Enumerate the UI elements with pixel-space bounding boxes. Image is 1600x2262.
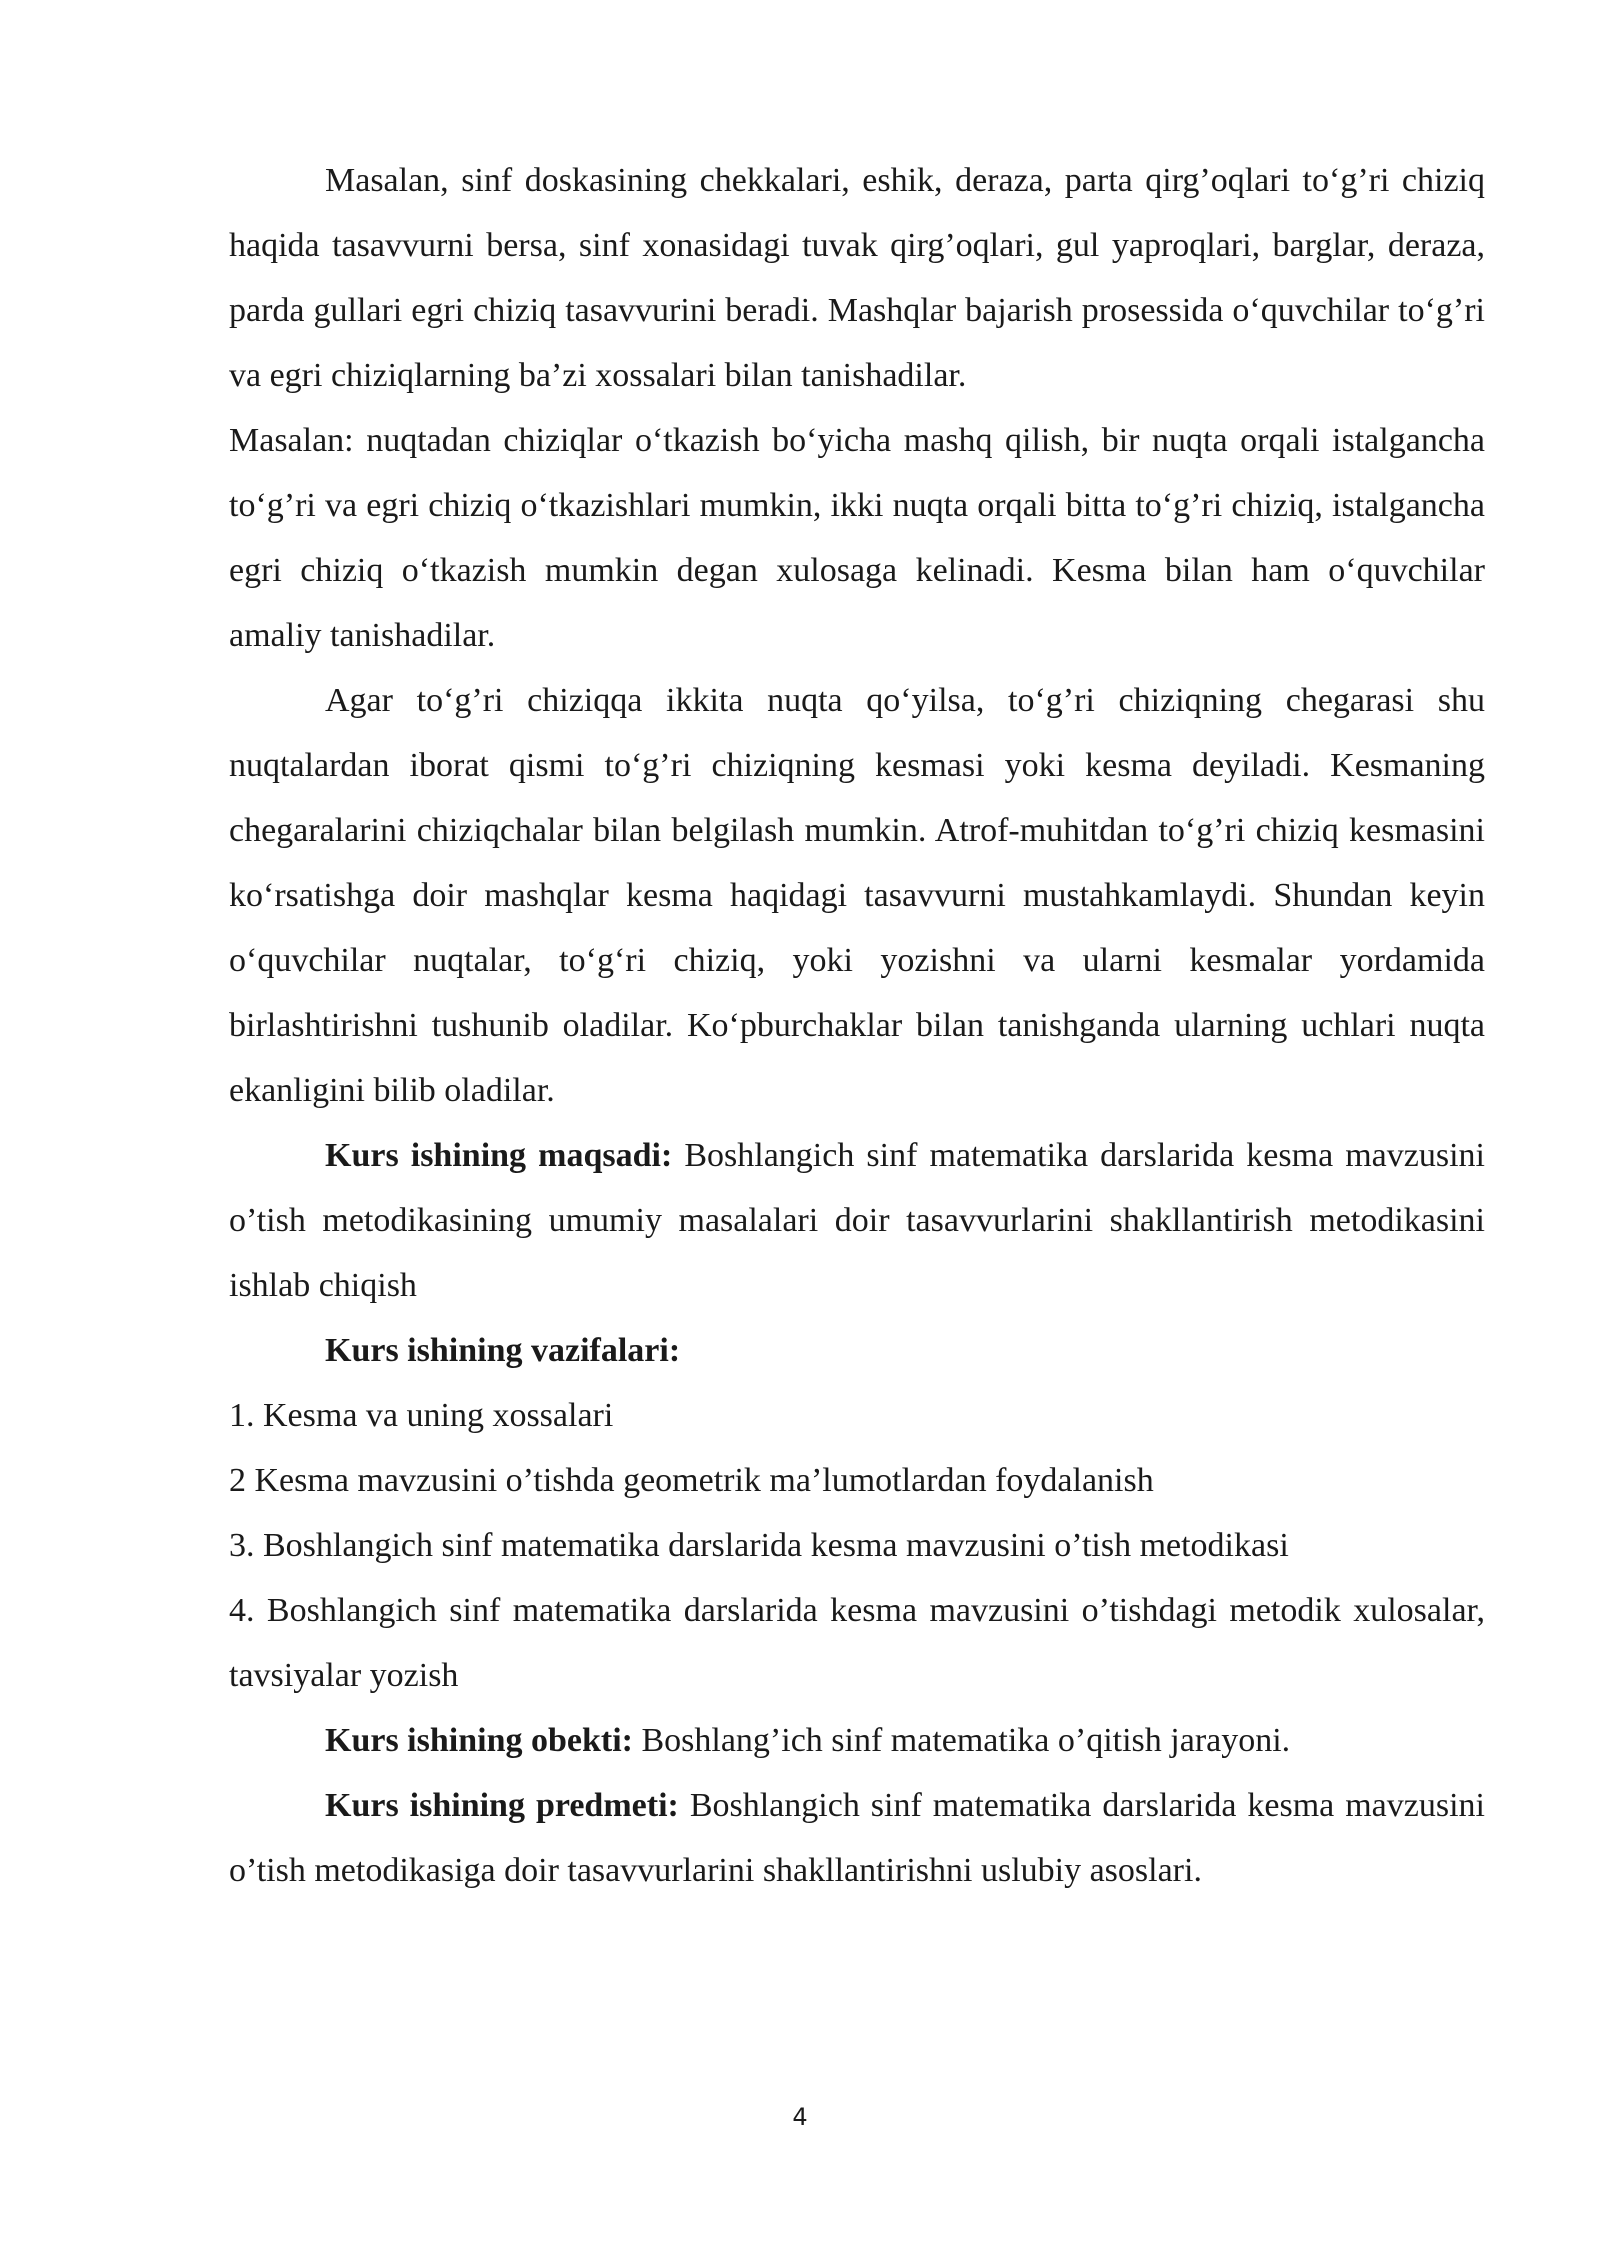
paragraph-3: Agar to‘g’ri chiziqqa ikkita nuqta qo‘yilsa, to‘g’ri chiziqning chegarasi shu nuqtalardan iborat qismi to‘g’ri chiziqning kesmasi yoki kesma deyiladi. Kesmaning chegaralarini chiziqchalar bilan belgilash mumkin. Atrof-muhitdan to‘g’ri chiziq kesmasini ko‘rsatishga doir mashqlar kesma haqidagi tasavvurni mustahkamlaydi. Shundan keyin o‘quvchilar nuqtalar, to‘g‘ri chiziq, yoki yozishni va ularni kesmalar yordamida birlashtirishni tushunib oladilar. Ko‘pburchaklar bilan tanishganda ularning uchlari nuqta ekanligini bilib oladilar. <box>229 682 1485 1109</box>
subject-text: Boshlangich sinf matematika darslarida kesma mavzusini o’tish metodikasiga doir tasavvurlarini shakllantirishni uslubiy asoslari. <box>229 1787 1485 1889</box>
page-number: 4 <box>792 2103 808 2131</box>
object-label: Kurs ishining obekti: <box>325 1722 633 1759</box>
task-item-3: 3. Boshlangich sinf matematika darslarida kesma mavzusini o’tish metodikasi <box>229 1527 1289 1564</box>
subject-paragraph <box>229 1773 1485 1903</box>
goal-label: Kurs ishining maqsadi: <box>325 1137 673 1174</box>
goal-text: Boshlangich sinf matematika darslarida kesma mavzusini o’tish metodikasining umumiy masalalari doir tasavvurlarini shakllantirish metodikasini ishlab chiqish <box>229 1137 1485 1304</box>
task-item-2: 2 Kesma mavzusini o’tishda geometrik ma’lumotlardan foydalanish <box>229 1462 1154 1499</box>
subject-label: Kurs ishining predmeti: <box>325 1787 679 1824</box>
object-text: Boshlang’ich sinf matematika o’qitish jarayoni. <box>632 1722 1291 1759</box>
paragraph-1: Masalan, sinf doskasining chekkalari, eshik, deraza, parta qirg’oqlari to‘g’ri chiziq haqida tasavvurni bersa, sinf xonasidagi tuvak qirg’oqlari, gul yaproqlari, barglar, deraza, parda gullari egri chiziq tasavvurini beradi. Mashqlar bajarish prosessida o‘quvchilar to‘g’ri va egri chiziqlarning ba’zi xossalari bilan tanishadilar. <box>229 162 1485 394</box>
task-item-4: 4. Boshlangich sinf matematika darslarida kesma mavzusini o’tishdagi metodik xulosalar, tavsiyalar yozish <box>229 1592 1485 1694</box>
body-text <box>229 148 1485 1903</box>
task-item-1: 1. Kesma va uning xossalari <box>229 1397 614 1434</box>
paragraph-2: Masalan: nuqtadan chiziqlar o‘tkazish bo‘yicha mashq qilish, bir nuqta orqali istalgancha to‘g’ri va egri chiziq o‘tkazishlari mumkin, ikki nuqta orqali bitta to‘g’ri chiziq, istalgancha egri chiziq o‘tkazish mumkin degan xulosaga kelinadi. Kesma bilan ham o‘quvchilar amaliy tanishadilar. <box>229 422 1485 654</box>
object-paragraph <box>229 1708 1485 1773</box>
tasks-heading: Kurs ishining vazifalari: <box>325 1332 681 1369</box>
goal-paragraph <box>229 1123 1485 1318</box>
